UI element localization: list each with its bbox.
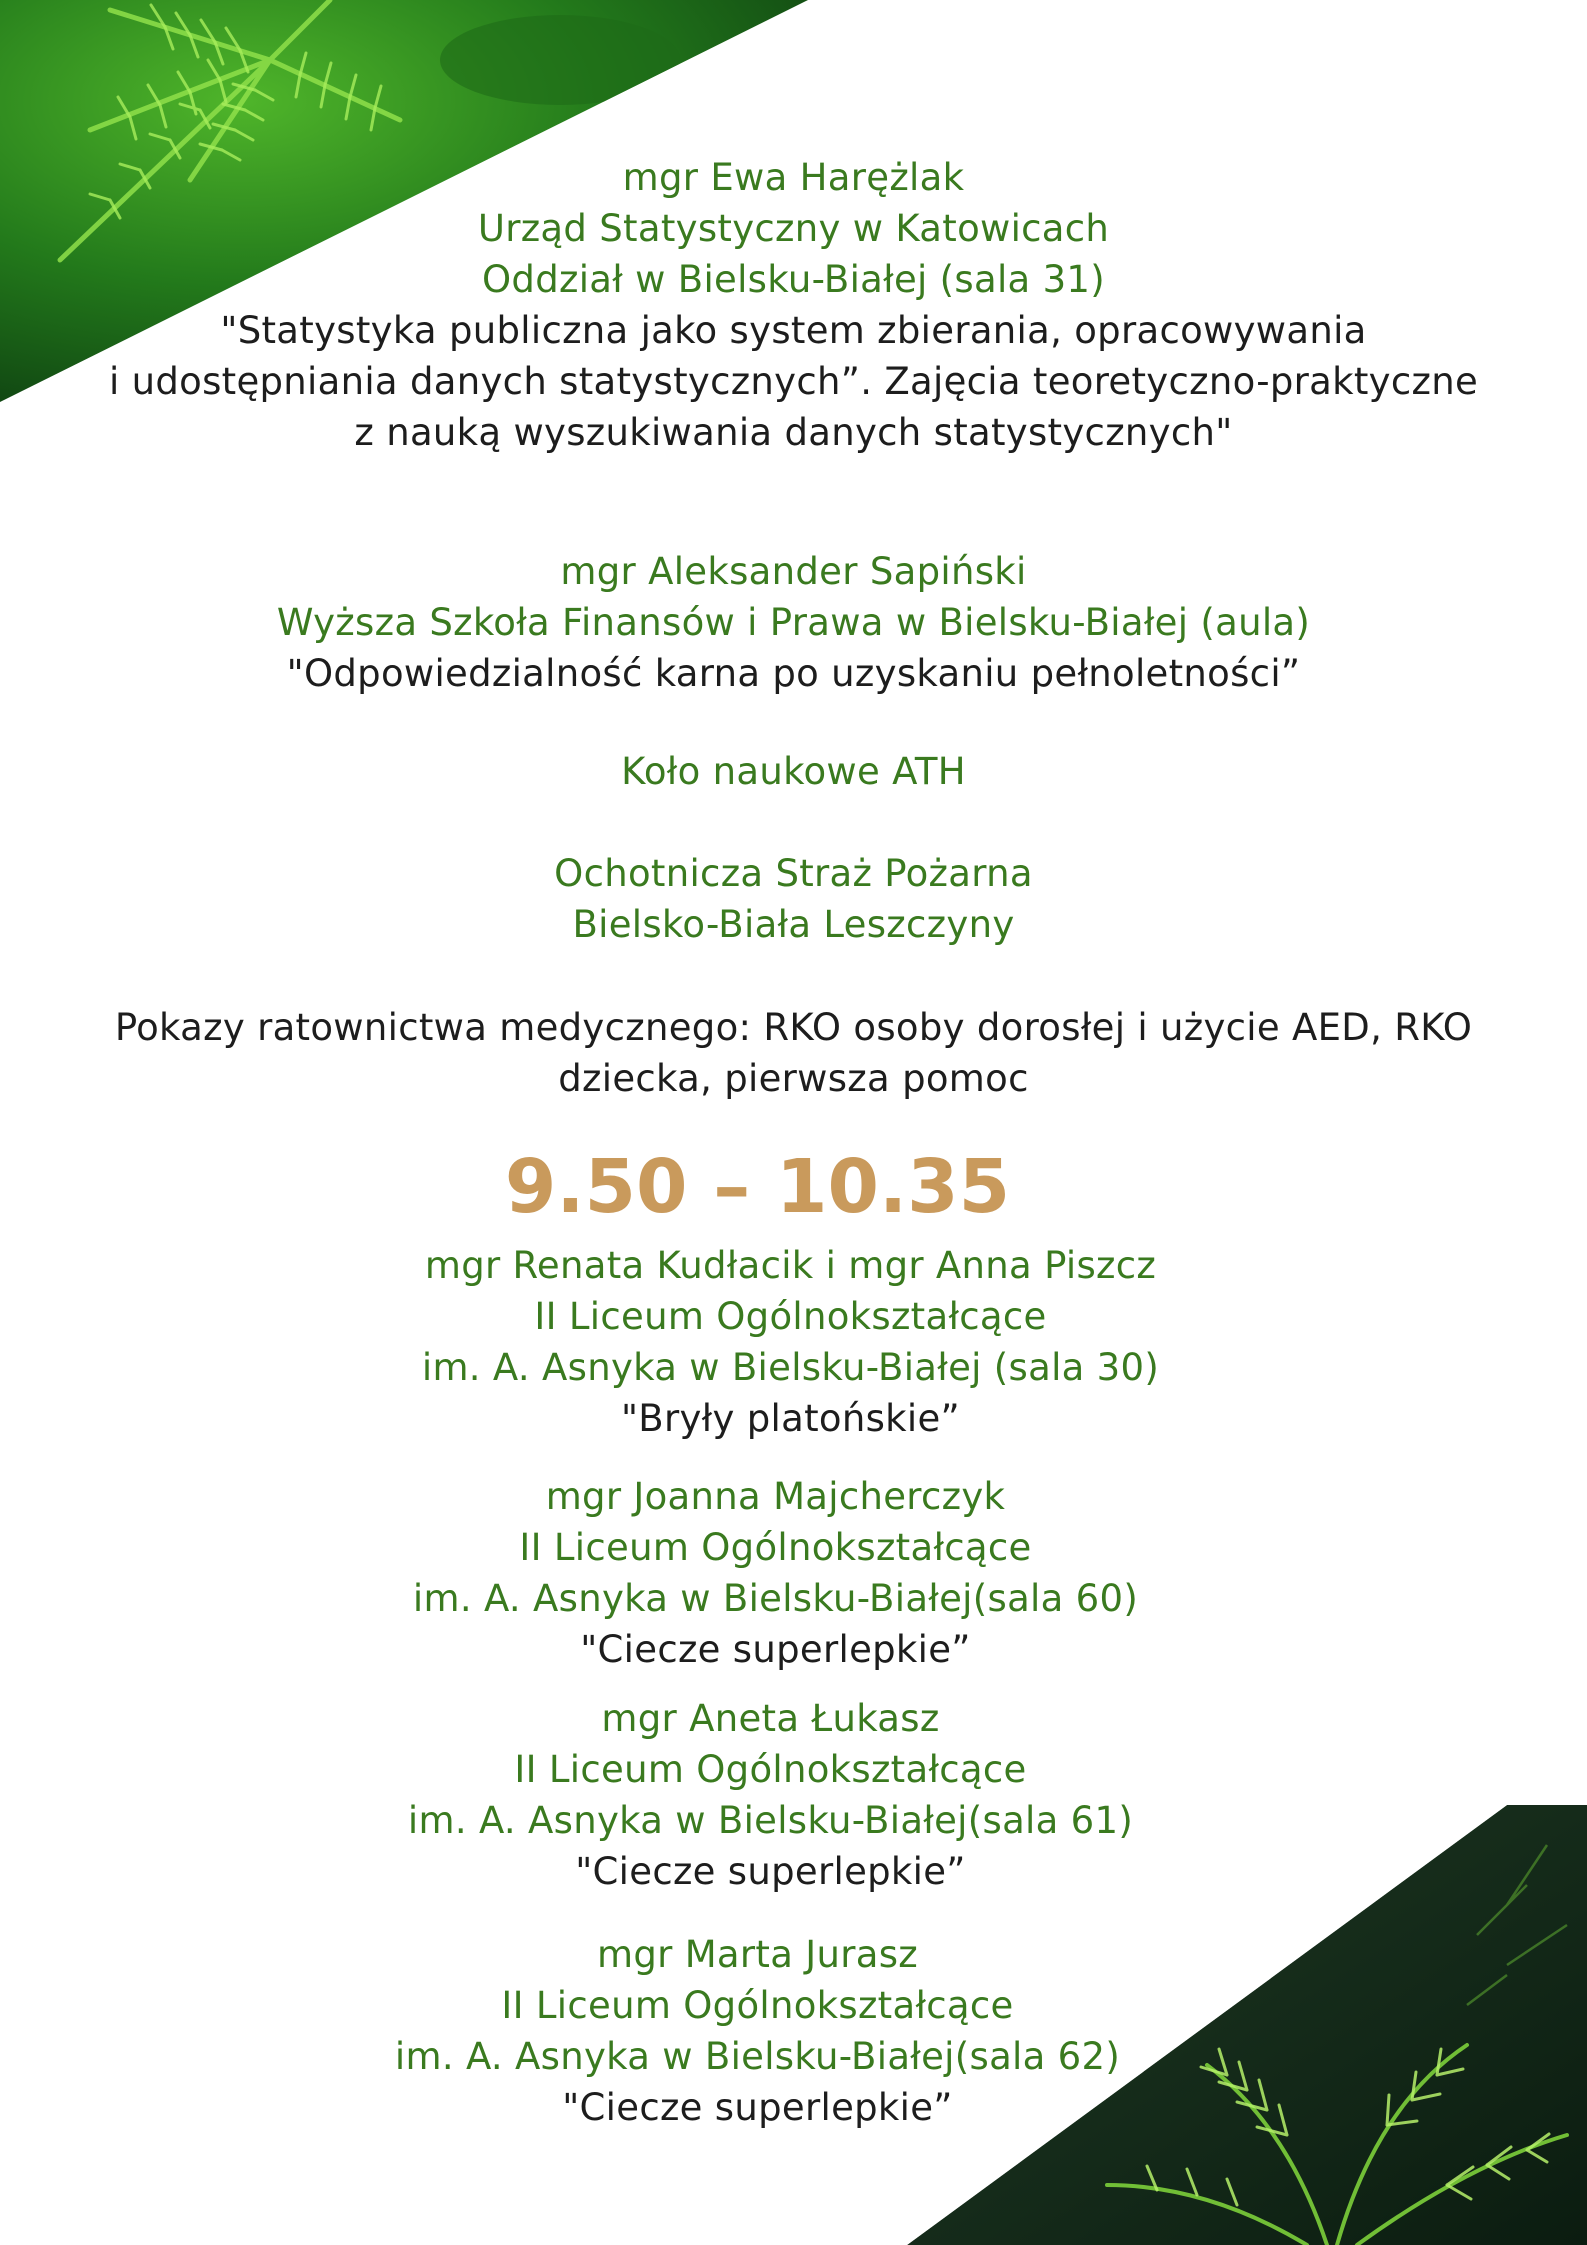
presentation-block-ath	[0, 746, 1587, 797]
presentation-block-majcherczyk	[0, 1471, 1569, 1675]
presentation-topic: "Bryły platońskie”	[620, 1397, 961, 1440]
presentation-topic: "Ciecze superlepkie”	[580, 1628, 971, 1671]
presentation-block-sapinski	[0, 546, 1587, 699]
presentation-topic-line-2: i udostępniania danych statystycznych”. Zajęcia teoretyczno-praktyczne	[108, 360, 1479, 403]
presentation-topic-line-1: Pokazy ratownictwa medycznego: RKO osoby dorosłej i użycie AED, RKO	[114, 1006, 1473, 1049]
presentation-block-lukasz	[0, 1693, 1564, 1897]
presentation-topic-line-1: "Statystyka publiczna jako system zbierania, opracowywania	[220, 309, 1367, 352]
time-slot: 9.50 – 10.35	[504, 1144, 1011, 1230]
institution-name: Urząd Statystyczny w Katowicach	[477, 207, 1110, 250]
presentation-topic: "Ciecze superlepkie”	[575, 1850, 966, 1893]
presentation-block-osp-topic	[0, 1002, 1587, 1104]
institution-branch: Oddział w Bielsku-Białej (sala 31)	[482, 258, 1105, 301]
presenter-name: mgr Aleksander Sapiński	[560, 550, 1027, 593]
presentation-block-osp	[0, 848, 1587, 950]
presentation-topic: "Odpowiedzialność karna po uzyskaniu pełnoletności”	[286, 652, 1301, 695]
presentation-topic-line-3: z nauką wyszukiwania danych statystycznych"	[354, 411, 1233, 454]
presenter-name: Koło naukowe ATH	[621, 750, 966, 793]
school-name: II Liceum Ogólnokształcące	[534, 1295, 1047, 1338]
presenter-name: mgr Aneta Łukasz	[601, 1697, 940, 1740]
school-location: im. A. Asnyka w Bielsku-Białej(sala 60)	[412, 1577, 1139, 1620]
school-name: II Liceum Ogólnokształcące	[519, 1526, 1032, 1569]
time-slot-heading	[0, 1142, 1551, 1232]
presentation-topic: "Ciecze superlepkie”	[562, 2086, 953, 2129]
presenter-name: mgr Renata Kudłacik i mgr Anna Piszcz	[424, 1244, 1157, 1287]
school-name: II Liceum Ogólnokształcące	[501, 1984, 1014, 2027]
school-name: II Liceum Ogólnokształcące	[514, 1748, 1027, 1791]
presenter-name: mgr Ewa Harężlak	[622, 156, 965, 199]
school-location: im. A. Asnyka w Bielsku-Białej (sala 30)	[421, 1346, 1160, 1389]
presentation-block-jurasz	[0, 1929, 1551, 2133]
presenter-name: Ochotnicza Straż Pożarna	[554, 852, 1033, 895]
presenter-name: mgr Marta Jurasz	[597, 1933, 918, 1976]
presenter-name: mgr Joanna Majcherczyk	[545, 1475, 1006, 1518]
presentation-block-kudlacik	[0, 1240, 1584, 1444]
presentation-block-harezlak	[0, 152, 1587, 458]
institution-name: Wyższa Szkoła Finansów i Prawa w Bielsku-Białej (aula)	[276, 601, 1311, 644]
school-location: im. A. Asnyka w Bielsku-Białej(sala 61)	[407, 1799, 1134, 1842]
presentation-topic-line-2: dziecka, pierwsza pomoc	[558, 1057, 1029, 1100]
presenter-location: Bielsko-Biała Leszczyny	[572, 903, 1015, 946]
school-location: im. A. Asnyka w Bielsku-Białej(sala 62)	[394, 2035, 1121, 2078]
